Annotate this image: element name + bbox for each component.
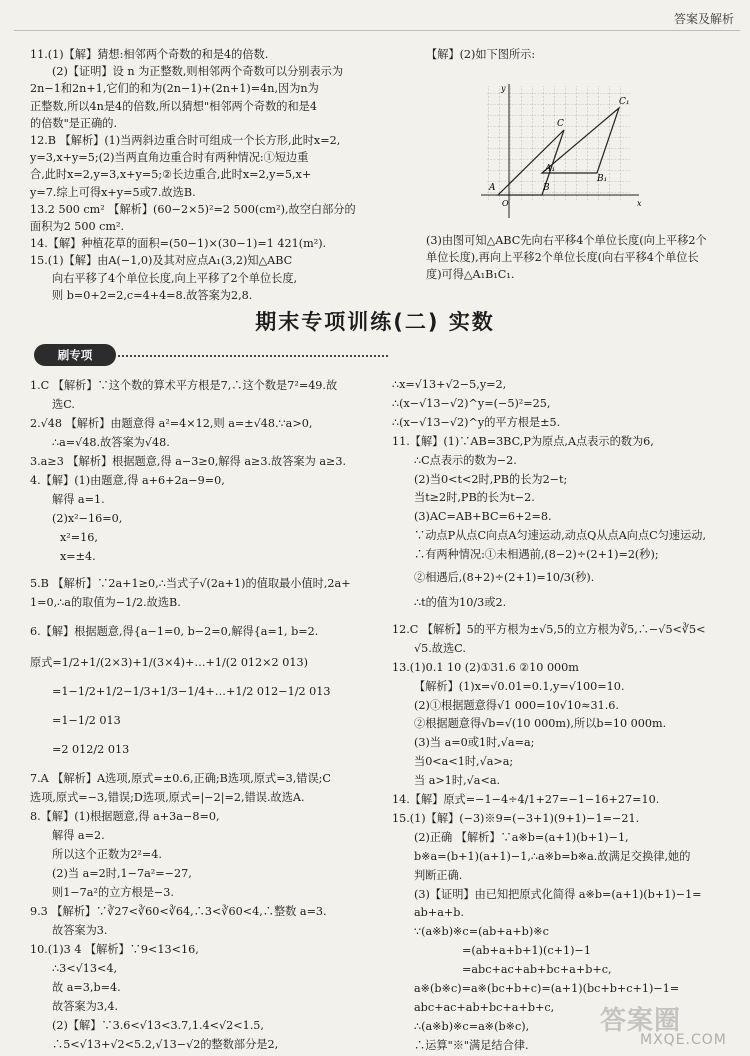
label-a: A: [489, 183, 496, 193]
answer-line: (2)【证明】设 n 为正整数,则相邻两个奇数可以分别表示为: [52, 65, 344, 79]
watermark-logo: 答案圈: [600, 1006, 682, 1036]
answer-line: 当t≥2时,PB的长为t−2.: [414, 491, 535, 505]
answer-line: 故答案为3.: [52, 924, 108, 937]
answer-line: 故 a=3,b=4.: [52, 981, 121, 994]
answer-line: 15.(1)【解】(−3)※9=(−3+1)(9+1)−1=−21.: [392, 811, 640, 825]
label-b: B: [543, 183, 550, 193]
answer-line: (2)①根据题意得√1 000=10√10≈31.6.: [414, 698, 619, 712]
answer-line: 当0<a<1时,√a>a;: [414, 755, 514, 769]
answer-line: 12.C 【解析】5的平方根为±√5,5的立方根为∛5,∴−√5<∛5<: [392, 622, 706, 636]
answer-line: =1−1/2 013: [52, 714, 121, 727]
answer-line: x=±4.: [60, 550, 96, 563]
answer-line: 4.【解】(1)由题意,得 a+6+2a−9=0,: [30, 474, 225, 487]
answer-line: 10.(1)3 4 【解析】∵9<13<16,: [30, 943, 199, 956]
answer-line: 15.(1)【解】由A(−1,0)及其对应点A₁(3,2)知△ABC: [30, 254, 293, 268]
top-right-answers: [404, 46, 734, 63]
top-right-after-graph: [404, 232, 734, 284]
answer-line: 原式=1/2+1/(2×3)+1/(3×4)+…+1/(2 012×2 013): [30, 656, 308, 669]
answer-line: ∴(x−√13−√2)^y的平方根是±5.: [392, 415, 561, 429]
label-a1: A₁: [545, 164, 556, 174]
label-c1: C₁: [619, 97, 630, 107]
label-b1: B₁: [597, 174, 608, 184]
answer-line: √5.故选C.: [414, 641, 466, 655]
answer-line: ∵(a※b)※c=(ab+a+b)※c: [414, 925, 549, 939]
answer-line: 1=0,∴a的取值为−1/2.故选B.: [30, 596, 181, 609]
answer-line: 13.2 500 cm² 【解析】(60−2×5)²=2 500(cm²),故空白部分的: [30, 202, 356, 216]
answer-line: (2)【解】∵3.6<√13<3.7,1.4<√2<1.5,: [52, 1019, 264, 1032]
label-origin: O: [502, 199, 509, 208]
answer-line: 则 b=0+2=2,c=4+4=8.故答案为2,8.: [52, 288, 253, 302]
answer-line: 2.√48 【解析】由题意得 a²=4×12,则 a=±√48.∵a>0,: [30, 417, 313, 430]
answer-line: 3.a≥3 【解析】根据题意,得 a−3≥0,解得 a≥3.故答案为 a≥3.: [30, 455, 347, 468]
answer-line: 11.(1)【解】猜想:相邻两个奇数的和是4的倍数.: [30, 48, 269, 61]
answer-line: 向右平移了4个单位长度,向上平移了2个单位长度,: [52, 271, 298, 285]
answer-line: (3)【证明】由已知把原式化简得 a※b=(a+1)(b+1)−1=: [414, 887, 702, 901]
answer-line: 选C.: [52, 398, 75, 411]
answer-line: 【解析】(1)x=√0.01=0.1,y=√100=10.: [414, 679, 625, 693]
answer-line: (2)当0<t<2时,PB的长为2−t;: [414, 472, 568, 486]
header-rule: [14, 30, 740, 31]
answer-line: =1−1/2+1/2−1/3+1/3−1/4+…+1/2 012−1/2 013: [52, 685, 331, 698]
label-c: C: [557, 119, 564, 129]
answer-line: ②根据题意得√b=√(10 000m),所以b=10 000m.: [414, 717, 667, 731]
answer-line: 解得 a=2.: [52, 829, 105, 842]
answer-line: 度)可得△A₁B₁C₁.: [426, 268, 515, 282]
answer-line: =2 012/2 013: [52, 743, 130, 756]
answer-line: ∴t的值为10/3或2.: [414, 595, 507, 609]
answer-line: 的倍数"是正确的.: [30, 116, 118, 130]
answer-line: abc+ac+ab+bc+a+b+c,: [414, 1001, 555, 1014]
badge-divider: [118, 355, 388, 357]
answer-line: (2)正确 【解析】∵a※b=(a+1)(b+1)−1,: [414, 830, 629, 844]
watermark-url: MXQE.COM: [640, 1032, 727, 1048]
right-answers: [392, 376, 732, 1056]
answer-line: 解得 a=1.: [52, 493, 105, 506]
graph-grid: [487, 86, 630, 200]
section-title: 期末专项训练(二) 实数: [255, 310, 495, 334]
answer-line: a※(b※c)=a※(bc+b+c)=(a+1)(bc+b+c+1)−1=: [414, 982, 680, 996]
answer-line: ∵动点P从点C向点A匀速运动,动点Q从点A向点C匀速运动,: [414, 529, 707, 543]
answer-line: 14.【解】原式=−1−4÷4/1+27=−1−16+27=10.: [392, 793, 660, 807]
answer-line: 【解】(2)如下图所示:: [426, 48, 536, 61]
answer-line: 6.【解】根据题意,得{a−1=0, b−2=0,解得{a=1, b=2.: [30, 625, 319, 638]
answer-line: 选项,原式=−3,错误;D选项,原式=|−2|=2,错误.故选A.: [30, 791, 305, 804]
answer-line: (2)x²−16=0,: [52, 512, 123, 525]
answer-line: 判断正确.: [414, 868, 463, 882]
label-x-axis: x: [637, 199, 642, 208]
answer-line: 合,此时x=2,y=3,x+y=5;②长边重合,此时x=2,y=5,x+: [30, 168, 312, 182]
answer-line: 11.【解】(1)∵AB=3BC,P为原点,A点表示的数为6,: [392, 434, 654, 448]
answer-line: x²=16,: [60, 531, 98, 544]
answer-line: 正整数,所以4n是4的倍数,所以猜想"相邻两个奇数的和是4: [30, 99, 317, 113]
section-badge: 刷专项: [34, 344, 116, 366]
answer-line: ②相遇后,(8+2)÷(2+1)=10/3(秒).: [414, 571, 595, 585]
answer-line: y=7.综上可得x+y=5或7.故选B.: [30, 185, 196, 199]
answer-line: ∴3<√13<4,: [52, 962, 118, 975]
answer-line: =abc+ac+ab+bc+a+b+c,: [462, 963, 612, 977]
answer-line: ∴有两种情况:①未相遇前,(8−2)÷(2+1)=2(秒);: [414, 548, 659, 562]
answer-line: b※a=(b+1)(a+1)−1,∴a※b=b※a.故满足交换律,她的: [414, 849, 691, 863]
answer-line: ∴运算"※"满足结合律.: [414, 1038, 529, 1052]
answer-line: 13.(1)0.1 10 (2)①31.6 ②10 000m: [392, 660, 579, 674]
header-label: 答案及解析: [673, 12, 734, 26]
coordinate-graph: [477, 82, 647, 222]
answer-line: 7.A 【解析】A选项,原式=±0.6,正确;B选项,原式=3,错误;C: [30, 772, 331, 785]
answer-line: ab+a+b.: [414, 906, 464, 920]
answer-line: y=3,x+y=5;(2)当两直角边重合时有两种情况:①短边重: [30, 151, 309, 165]
answer-line: =(ab+a+b+1)(c+1)−1: [462, 944, 591, 958]
top-left-answers: [30, 46, 380, 304]
answer-line: 则1−7a²的立方根是−3.: [52, 886, 174, 899]
answer-line: ∴x=√13+√2−5,y=2,: [392, 378, 507, 391]
answer-line: 14.【解】种植花草的面积=(50−1)×(30−1)=1 421(m²).: [30, 237, 327, 251]
left-answers: [30, 376, 380, 1054]
answer-line: (3)当 a=0或1时,√a=a;: [414, 736, 535, 750]
answer-line: ∴a=√48.故答案为√48.: [52, 436, 170, 449]
answer-line: 所以这个正数为2²=4.: [52, 848, 162, 861]
answer-line: (2)当 a=2时,1−7a²=−27,: [52, 867, 192, 880]
answer-line: 1.C 【解析】∵这个数的算术平方根是7,∴这个数是7²=49.故: [30, 379, 338, 392]
answer-line: 故答案为3,4.: [52, 1000, 119, 1013]
answer-line: 2n−1和2n+1,它们的和为(2n−1)+(2n+1)=4n,因为n为: [30, 82, 319, 96]
answer-line: 当 a>1时,√a<a.: [414, 774, 501, 788]
answer-line: 单位长度),再向上平移2个单位长度(向右平移4个单位长: [426, 251, 699, 265]
answer-line: (3)AC=AB+BC=6+2=8.: [414, 510, 552, 524]
answer-line: 面积为2 500 cm².: [30, 220, 125, 234]
answer-line: ∴C点表示的数为−2.: [414, 453, 517, 467]
answer-line: (3)由图可知△ABC先向右平移4个单位长度(向上平移2个: [426, 234, 707, 247]
answer-line: 9.3 【解析】∵∛27<∛60<∛64,∴3<∛60<4,∴整数 a=3.: [30, 905, 327, 918]
answer-line: 5.B 【解析】∵2a+1≥0,∴当式子√(2a+1)的值取最小值时,2a+: [30, 577, 351, 590]
label-y-axis: y: [501, 84, 506, 93]
answer-line: 8.【解】(1)根据题意,得 a+3a−8=0,: [30, 810, 220, 823]
answer-line: 12.B 【解析】(1)当两斜边重合时可组成一个长方形,此时x=2,: [30, 134, 341, 148]
answer-line: ∴(a※b)※c=a※(b※c),: [414, 1019, 530, 1033]
answer-line: ∴5<√13+√2<5.2,√13−√2的整数部分是2,: [52, 1038, 279, 1051]
answer-line: ∴(x−√13−√2)^y=(−5)²=25,: [392, 396, 551, 410]
